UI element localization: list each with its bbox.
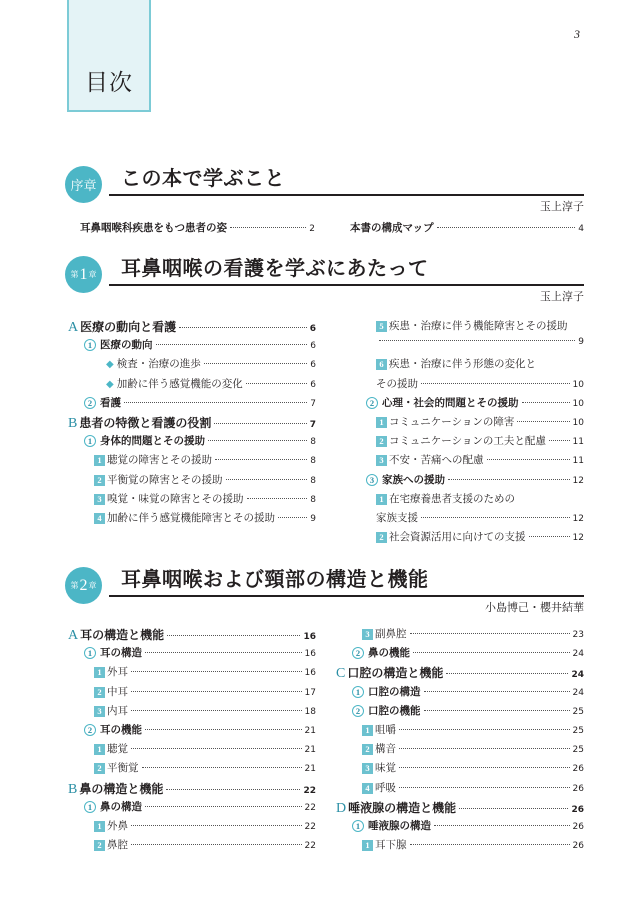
leader-dots — [246, 383, 308, 384]
toc-entry[interactable] — [376, 337, 584, 347]
page-ref: 24 — [572, 687, 584, 698]
leader-dots — [448, 479, 570, 480]
circle-number: 2 — [366, 397, 378, 409]
page-ref: 6 — [310, 360, 316, 371]
circle-number: 2 — [84, 724, 96, 736]
section-letter: B — [68, 781, 78, 797]
toc-entry[interactable] — [94, 452, 316, 467]
chapter-badge: 第 1 章 — [65, 256, 102, 293]
leader-dots — [145, 729, 302, 730]
square-number: 2 — [94, 687, 105, 698]
leader-dots — [226, 479, 308, 480]
entry-text: 唾液腺の構造と機能 — [348, 800, 457, 815]
leader-dots — [522, 402, 570, 403]
leader-dots — [459, 808, 568, 809]
toc-entry[interactable] — [362, 780, 584, 795]
toc-entry[interactable] — [376, 376, 584, 391]
leader-dots — [167, 635, 300, 636]
toc-entry[interactable] — [94, 837, 316, 852]
leader-dots — [399, 787, 570, 788]
toc-entry[interactable]: 本書の構成マップ 4 — [350, 222, 584, 234]
square-number: 1 — [94, 744, 105, 755]
leader-dots — [131, 671, 302, 672]
page-ref: 21 — [304, 764, 316, 775]
entry-text: 疾患・治療に伴う形態の変化と — [389, 359, 536, 371]
entry-text: 在宅療養患者支援のための — [389, 493, 515, 505]
circle-number: 2 — [84, 397, 96, 409]
leader-dots — [142, 767, 302, 768]
page-ref: 12 — [572, 533, 584, 544]
leader-dots — [549, 440, 570, 441]
toc-section-entry[interactable] — [68, 318, 316, 336]
leader-dots — [399, 729, 570, 730]
square-number: 2 — [94, 763, 105, 774]
page-ref: 6 — [309, 324, 316, 334]
toc-entry[interactable] — [362, 760, 584, 775]
page-ref: 9 — [578, 337, 584, 348]
chapter-author: 玉上淳子 — [540, 291, 584, 303]
chapter-title: この本で学ぶこと — [121, 166, 285, 190]
toc-entry[interactable] — [94, 510, 316, 525]
page-ref: 12 — [572, 475, 584, 486]
section-letter: A — [68, 320, 79, 335]
toc-section-entry[interactable] — [68, 414, 316, 432]
entry-text: 平衡覚の障害とその援助 — [107, 474, 223, 486]
square-number: 3 — [362, 629, 373, 640]
square-number: 1 — [362, 840, 373, 851]
square-number: 2 — [362, 744, 373, 755]
entry-text: 社会資源活用に向けての支援 — [389, 532, 526, 544]
page-ref: 26 — [572, 764, 584, 775]
leader-dots — [410, 844, 570, 845]
leader-dots — [529, 536, 570, 537]
page-ref: 21 — [304, 745, 316, 756]
toc-entry[interactable] — [362, 722, 584, 737]
entry-text: 耳の構造 — [100, 647, 142, 660]
entry-text: 嗅覚・味覚の障害とその援助 — [107, 493, 244, 505]
chapter-header-2 — [65, 567, 584, 614]
page-ref: 7 — [310, 398, 316, 409]
leader-dots — [421, 383, 570, 384]
page-ref: 26 — [571, 804, 584, 815]
entry-text: 医療の動向と看護 — [80, 320, 177, 334]
entry-text: 患者の特徴と看護の役割 — [79, 416, 212, 430]
page-ref: 11 — [572, 456, 584, 467]
entry-text: 医療の動向 — [100, 339, 153, 352]
leader-dots — [517, 421, 569, 422]
toc-entry[interactable] — [352, 645, 584, 660]
square-number: 4 — [94, 513, 105, 524]
chapter-header-prologue — [65, 166, 584, 213]
toc-section-entry[interactable] — [68, 780, 316, 798]
square-number: 4 — [362, 783, 373, 794]
entry-text: 疾患・治療に伴う機能障害とその援助 — [389, 321, 568, 332]
leader-dots — [145, 806, 302, 807]
entry-text: 家族支援 — [376, 513, 418, 524]
entry-text: 心理・社会的問題とその援助 — [382, 396, 519, 409]
section-letter: D — [336, 800, 347, 816]
square-number: 3 — [362, 763, 373, 774]
square-number: 1 — [94, 455, 105, 466]
toc-entry[interactable] — [94, 741, 316, 756]
toc-entry[interactable] — [84, 799, 316, 814]
leader-dots — [131, 748, 302, 749]
entry-text: 鼻の構造 — [100, 800, 142, 813]
leader-dots — [156, 344, 308, 345]
chapter-author: 小島博己・櫻井結華 — [485, 602, 584, 614]
toc-entry[interactable] — [94, 684, 316, 699]
toc-entry[interactable] — [362, 837, 584, 852]
leader-dots — [278, 517, 307, 518]
toc-section-entry[interactable] — [336, 799, 584, 817]
page-ref: 22 — [304, 841, 316, 852]
page-ref: 8 — [310, 437, 316, 448]
toc-entry[interactable] — [376, 433, 584, 448]
circle-number: 1 — [352, 820, 364, 832]
leader-dots — [145, 652, 302, 653]
page-ref: 25 — [572, 706, 584, 717]
entry-text: 呼吸 — [375, 782, 396, 794]
entry-text: 加齢に伴う感覚機能の変化 — [116, 378, 243, 390]
page-ref: 17 — [304, 687, 316, 698]
square-number: 5 — [376, 321, 387, 332]
page-ref: 18 — [304, 706, 316, 717]
toc-entry[interactable] — [352, 818, 584, 833]
entry-text: 内耳 — [107, 705, 128, 717]
toc-section-entry[interactable] — [336, 664, 584, 682]
leader-dots — [487, 459, 570, 460]
page-ref: 10 — [572, 398, 584, 409]
square-number: 3 — [94, 706, 105, 717]
square-number: 2 — [94, 840, 105, 851]
page-ref: 8 — [310, 475, 316, 486]
entry-text: 鼻の機能 — [368, 647, 410, 660]
toc-entry[interactable] — [376, 356, 584, 371]
toc-entry[interactable] — [362, 741, 584, 756]
toc-entry[interactable] — [94, 818, 316, 833]
leader-dots — [399, 748, 570, 749]
page-ref: 26 — [572, 841, 584, 852]
toc-entry[interactable] — [376, 318, 584, 333]
toc-entry[interactable]: 耳鼻咽喉科疾患をもつ患者の姿 2 — [80, 222, 315, 234]
leader-dots — [124, 402, 307, 403]
toc-entry[interactable] — [94, 703, 316, 718]
page-number: 3 — [574, 27, 580, 41]
toc-entry[interactable] — [376, 529, 584, 544]
chapter-badge: 第 2 章 — [65, 567, 102, 604]
entry-text: 外耳 — [107, 667, 128, 679]
page-ref: 22 — [304, 822, 316, 832]
square-number: 2 — [376, 532, 387, 543]
entry-text: 口腔の構造 — [368, 685, 421, 698]
page-ref: 8 — [310, 456, 316, 467]
square-number: 1 — [376, 494, 387, 505]
entry-text: 不安・苦痛への配慮 — [389, 455, 484, 467]
entry-text: 副鼻腔 — [375, 629, 407, 640]
page-ref: 11 — [572, 437, 584, 448]
page-ref: 21 — [304, 726, 316, 736]
toc-section-entry[interactable] — [68, 626, 316, 644]
leader-dots — [424, 710, 570, 711]
entry-text: 聴覚 — [107, 744, 128, 756]
page-ref: 16 — [304, 668, 316, 679]
entry-text: 構音 — [375, 744, 396, 756]
entry-text: コミュニケーションの工夫と配慮 — [389, 436, 546, 448]
toc-entry[interactable] — [366, 395, 584, 410]
leader-dots — [179, 327, 307, 328]
diamond-bullet-icon: ◆ — [106, 378, 114, 390]
entry-text: 咀嚼 — [375, 725, 396, 736]
page-ref: 23 — [572, 630, 584, 640]
circle-number: 2 — [352, 647, 364, 659]
square-number: 6 — [376, 359, 387, 370]
leader-dots — [131, 691, 302, 692]
circle-number: 1 — [84, 801, 96, 813]
toc-entry[interactable] — [366, 472, 584, 487]
toc-entry[interactable] — [94, 664, 316, 679]
page-ref: 25 — [572, 745, 584, 756]
toc-entry[interactable] — [94, 491, 316, 506]
page-ref: 8 — [310, 494, 316, 505]
chapter-rule — [109, 194, 584, 196]
chapter-header-1 — [65, 256, 584, 303]
leader-dots — [424, 691, 570, 692]
page-ref: 16 — [303, 632, 316, 642]
contents-title-box — [67, 0, 151, 112]
entry-text: 加齢に伴う感覚機能障害とその援助 — [107, 513, 275, 524]
entry-text: 中耳 — [107, 686, 128, 698]
square-number: 1 — [94, 667, 105, 678]
leader-dots — [446, 673, 568, 674]
circle-number: 1 — [84, 435, 96, 447]
toc-entry[interactable] — [106, 376, 316, 391]
entry-text: 身体的問題とその援助 — [100, 435, 205, 448]
chapter-title: 耳鼻咽喉の看護を学ぶにあたって — [121, 256, 429, 280]
entry-text: 耳の構造と機能 — [80, 628, 165, 642]
leader-dots — [131, 825, 302, 826]
leader-dots — [166, 789, 300, 790]
circle-number: 2 — [352, 705, 364, 717]
entry-text: 鼻腔 — [107, 840, 128, 852]
chapter-rule — [109, 595, 584, 597]
toc-entry[interactable] — [84, 722, 316, 737]
leader-dots — [214, 423, 306, 424]
page-ref: 6 — [310, 379, 316, 390]
chapter-badge: 序章 — [65, 166, 102, 203]
circle-number: 1 — [84, 339, 96, 351]
chapter-title: 耳鼻咽喉および頸部の構造と機能 — [121, 567, 429, 591]
leader-dots — [421, 517, 570, 518]
entry-text: 味覚 — [375, 763, 396, 775]
toc-entry[interactable] — [352, 703, 584, 718]
leader-dots — [131, 844, 302, 845]
square-number: 3 — [94, 494, 105, 505]
toc-entry[interactable] — [84, 395, 316, 410]
toc-entry[interactable] — [84, 337, 316, 352]
page-ref: 26 — [572, 783, 584, 794]
page-ref: 10 — [572, 418, 584, 428]
leader-dots — [215, 459, 307, 460]
entry-text: その援助 — [376, 378, 418, 390]
leader-dots — [131, 710, 302, 711]
toc-entry[interactable] — [352, 684, 584, 699]
leader-dots — [399, 767, 570, 768]
leader-dots — [208, 440, 307, 441]
toc-entry[interactable] — [376, 414, 584, 429]
entry-text: 外鼻 — [107, 821, 128, 832]
toc-entry[interactable] — [84, 645, 316, 660]
diamond-bullet-icon: ◆ — [106, 359, 114, 371]
page-ref: 22 — [303, 785, 316, 796]
circle-number: 1 — [352, 686, 364, 698]
entry-text: 唾液腺の構造 — [368, 820, 431, 832]
leader-dots — [413, 652, 570, 653]
square-number: 2 — [94, 475, 105, 486]
square-number: 3 — [376, 455, 387, 466]
leader-dots — [434, 825, 570, 826]
entry-text: 平衡覚 — [107, 763, 139, 775]
square-number: 2 — [376, 436, 387, 447]
page-ref: 24 — [572, 649, 584, 660]
entry-text: 口腔の機能 — [368, 704, 421, 717]
page-title: 目次 — [85, 70, 133, 96]
leader-dots — [247, 498, 308, 499]
page-ref: 24 — [571, 670, 584, 681]
leader-dots — [410, 633, 570, 634]
page-ref: 9 — [310, 514, 316, 524]
toc-entry[interactable] — [376, 491, 584, 506]
toc-entry[interactable] — [94, 472, 316, 487]
toc-entry[interactable] — [106, 356, 316, 371]
square-number: 1 — [362, 725, 373, 736]
page-ref: 16 — [304, 649, 316, 660]
toc-entry[interactable] — [362, 626, 584, 641]
entry-text: コミュニケーションの障害 — [389, 417, 515, 428]
circle-number: 1 — [84, 647, 96, 659]
toc-entry[interactable] — [94, 760, 316, 775]
section-letter: C — [336, 666, 346, 682]
section-letter: A — [68, 628, 79, 643]
section-letter: B — [68, 416, 78, 431]
entry-text: 鼻の構造と機能 — [79, 781, 164, 796]
entry-text: 口腔の構造と機能 — [347, 666, 444, 681]
page-ref: 6 — [310, 341, 316, 352]
page-ref: 25 — [572, 726, 584, 736]
chapter-rule — [109, 284, 584, 286]
circle-number: 3 — [366, 474, 378, 486]
toc-entry[interactable] — [376, 510, 584, 525]
page-ref: 22 — [304, 802, 316, 813]
page-ref: 7 — [309, 420, 316, 430]
toc-entry[interactable] — [84, 433, 316, 448]
page-ref: 26 — [572, 822, 584, 832]
entry-text: 検査・治療の進歩 — [116, 359, 201, 371]
entry-text: 看護 — [100, 396, 121, 409]
entry-text: 聴覚の障害とその援助 — [107, 455, 212, 467]
chapter-author: 玉上淳子 — [540, 201, 584, 213]
square-number: 1 — [94, 821, 105, 832]
entry-text: 耳の機能 — [100, 724, 142, 736]
page-ref: 10 — [572, 379, 584, 390]
entry-text: 耳下腺 — [375, 840, 407, 852]
square-number: 1 — [376, 417, 387, 428]
entry-text: 家族への援助 — [382, 473, 445, 486]
leader-dots — [204, 363, 308, 364]
toc-entry[interactable] — [376, 452, 584, 467]
page-ref: 12 — [572, 514, 584, 524]
leader-dots — [379, 340, 575, 341]
